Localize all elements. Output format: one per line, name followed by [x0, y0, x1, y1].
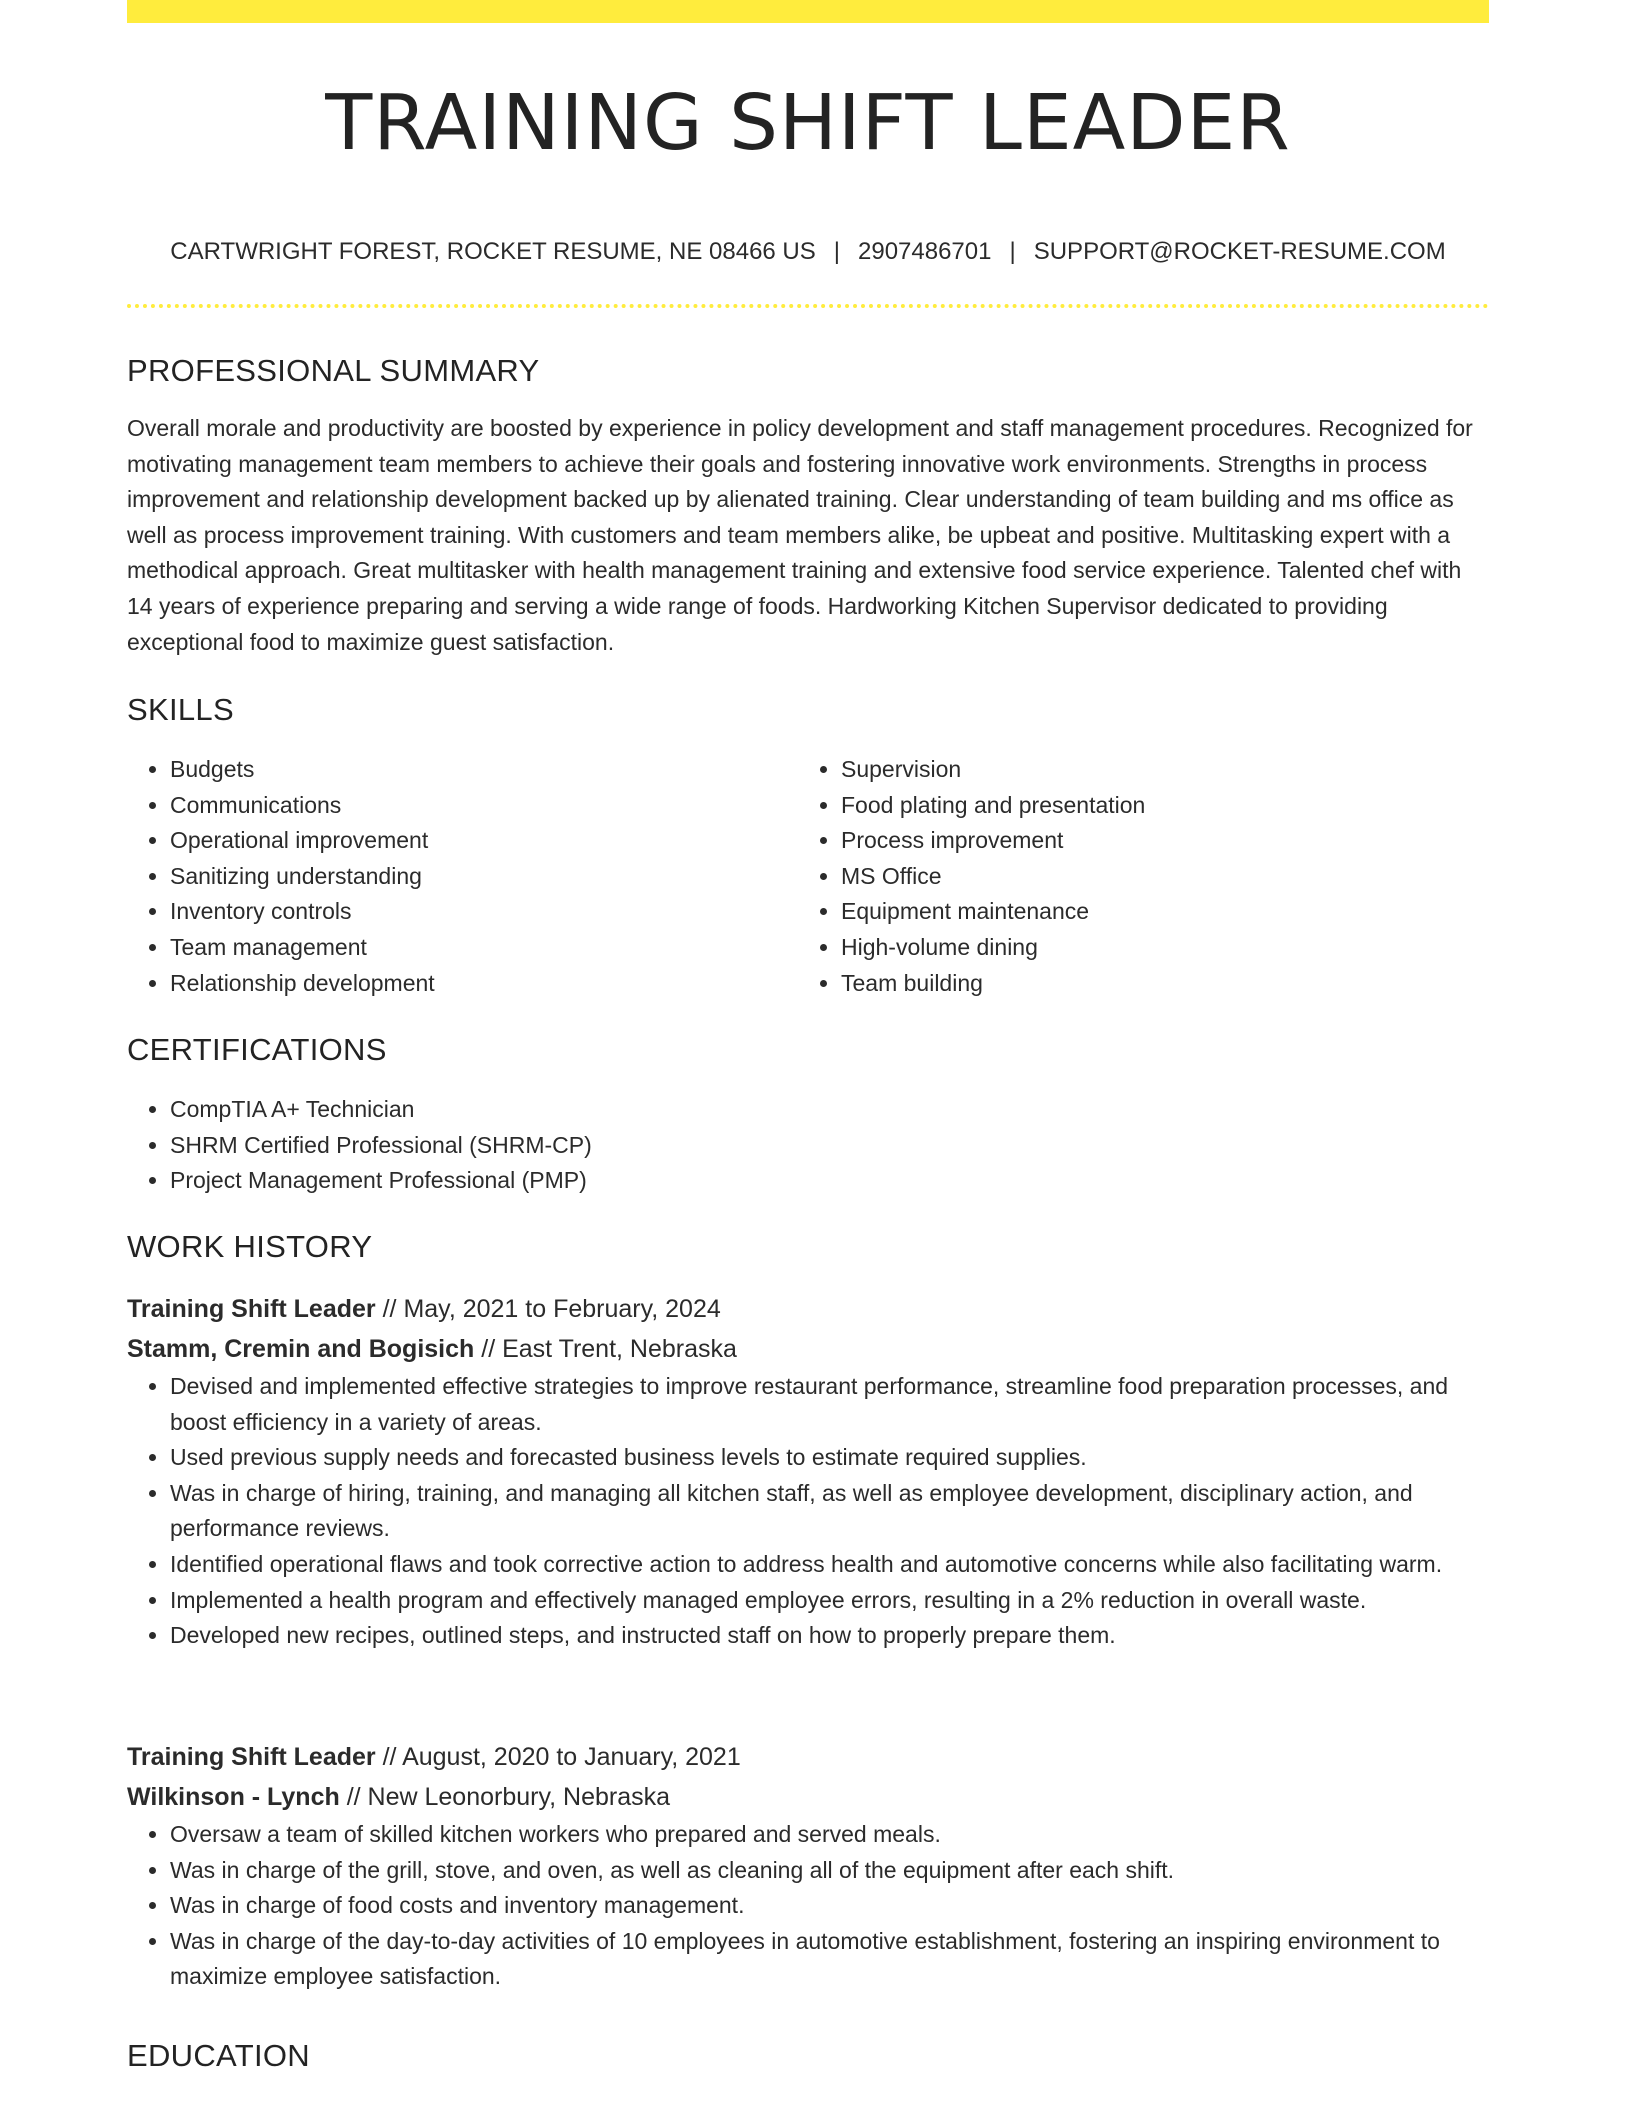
job-bullet: • Implemented a health program and effectively managed employee errors, resulting in a 2% reduction in overall waste.	[170, 1583, 1489, 1619]
job-bullet: • Was in charge of the grill, stove, and oven, as well as cleaning all of the equipment after each shift.	[170, 1853, 1489, 1889]
skills-list-right	[798, 752, 1469, 1001]
job-company-line	[127, 1329, 1489, 1369]
skill-item: • Operational improvement	[170, 823, 798, 859]
job-location: // New Leonorbury, Nebraska	[346, 1783, 671, 1811]
work-history-title: WORK HISTORY	[127, 1229, 373, 1264]
job-company: Stamm, Cremin and Bogisich	[127, 1335, 475, 1363]
dotted-divider	[127, 304, 1489, 308]
education-section	[127, 2036, 1489, 2076]
job-company: Wilkinson - Lynch	[127, 1783, 340, 1811]
skills-list-left	[127, 752, 798, 1001]
job-entry	[127, 1289, 1489, 1654]
contact-email: SUPPORT@ROCKET-RESUME.COM	[1033, 238, 1446, 265]
contact-separator: |	[833, 238, 840, 265]
skill-item: • Inventory controls	[170, 894, 798, 930]
skill-item: • Process improvement	[841, 823, 1469, 859]
contact-phone: 2907486701	[858, 238, 992, 265]
contact-separator: |	[1009, 238, 1016, 265]
skill-item: • MS Office	[841, 859, 1469, 895]
work-history-section	[127, 1227, 1489, 1267]
skill-item: • Team building	[841, 966, 1469, 1002]
certifications-list	[127, 1092, 1489, 1199]
job-bullet-list	[127, 1369, 1489, 1654]
skill-item: • Budgets	[170, 752, 798, 788]
skill-item: • Sanitizing understanding	[170, 859, 798, 895]
job-bullet: • Oversaw a team of skilled kitchen workers who prepared and served meals.	[170, 1817, 1489, 1853]
job-role-line	[127, 1289, 1489, 1329]
accent-top-bar	[127, 0, 1489, 23]
job-bullet: • Was in charge of hiring, training, and managing all kitchen staff, as well as employee development, disciplinary action, and performance reviews.	[170, 1476, 1489, 1547]
skill-item: • Supervision	[841, 752, 1469, 788]
job-role: Training Shift Leader	[127, 1743, 376, 1771]
contact-address: CARTWRIGHT FOREST, ROCKET RESUME, NE 08466 US	[170, 238, 816, 265]
skills-title: SKILLS	[127, 692, 234, 727]
job-entry	[127, 1737, 1489, 1995]
job-bullet: • Identified operational flaws and took corrective action to address health and automotive concerns while also facilitating warm.	[170, 1547, 1489, 1583]
skills-section	[127, 690, 1489, 1001]
skill-item: • Team management	[170, 930, 798, 966]
job-bullet: • Was in charge of food costs and inventory management.	[170, 1888, 1489, 1924]
job-bullet: • Devised and implemented effective strategies to improve restaurant performance, streamline food preparation processes, and boost efficiency in a variety of areas.	[170, 1369, 1489, 1440]
certifications-section	[127, 1030, 1489, 1199]
certification-item: • SHRM Certified Professional (SHRM-CP)	[170, 1128, 1489, 1164]
job-dates: // August, 2020 to January, 2021	[382, 1743, 741, 1771]
job-dates: // May, 2021 to February, 2024	[382, 1295, 721, 1323]
resume-name: TRAINING SHIFT LEADER	[325, 79, 1291, 168]
job-role: Training Shift Leader	[127, 1295, 376, 1323]
contact-line	[127, 236, 1489, 268]
skill-item: • Relationship development	[170, 966, 798, 1002]
job-role-line	[127, 1737, 1489, 1777]
skill-item: • Equipment maintenance	[841, 894, 1469, 930]
skill-item: • Communications	[170, 788, 798, 824]
certifications-title: CERTIFICATIONS	[127, 1032, 387, 1067]
job-bullet: • Was in charge of the day-to-day activities of 10 employees in automotive establishment, fostering an inspiring environment to maximize employee satisfaction.	[170, 1924, 1489, 1995]
skill-item: • High-volume dining	[841, 930, 1469, 966]
skill-item: • Food plating and presentation	[841, 788, 1469, 824]
summary-section	[127, 351, 1489, 660]
certification-item: • Project Management Professional (PMP)	[170, 1163, 1489, 1199]
job-bullet: • Developed new recipes, outlined steps, and instructed staff on how to properly prepare them.	[170, 1618, 1489, 1654]
job-location: // East Trent, Nebraska	[481, 1335, 737, 1363]
education-title: EDUCATION	[127, 2038, 310, 2073]
skills-columns	[127, 752, 1489, 1001]
summary-title: PROFESSIONAL SUMMARY	[127, 353, 540, 388]
summary-text: Overall morale and productivity are boosted by experience in policy development and staff management procedures. Recognized for motivating management team members to achieve their goals and fostering innovative work environments. Strengths in process improvement and relationship development backed up by alienated training. Clear understanding of team building and ms office as well as process improvement training. With customers and team members alike, be upbeat and positive. Multitasking expert with a methodical approach. Great multitasker with health management training and extensive food service experience. Talented chef with 14 years of experience preparing and serving a wide range of foods. Hardworking Kitchen Supervisor dedicated to providing exceptional food to maximize guest satisfaction.	[127, 415, 1473, 655]
job-company-line	[127, 1777, 1489, 1817]
job-bullet: • Used previous supply needs and forecasted business levels to estimate required supplies.	[170, 1440, 1489, 1476]
job-bullet-list	[127, 1817, 1489, 1995]
certification-item: • CompTIA A+ Technician	[170, 1092, 1489, 1128]
